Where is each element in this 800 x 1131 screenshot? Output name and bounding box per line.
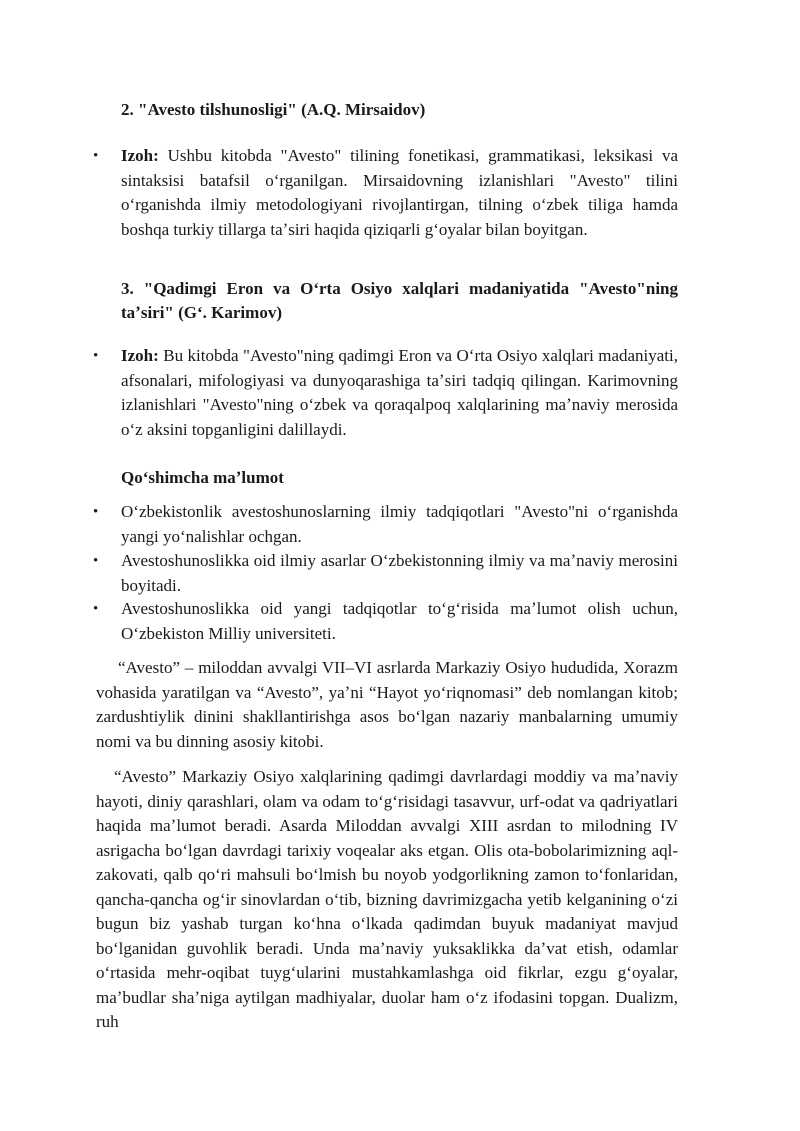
extra-list-item <box>93 500 678 549</box>
section-2-heading: 2. "Avesto tilshunosligi" (A.Q. Mirsaidov) <box>121 100 426 119</box>
note-text: Bu kitobda "Avesto"ning qadimgi Eron va Oʻrta Osiyo xalqlari madaniyati, afsonalari, mifologiyasi va dunyoqarashiga taʼsiri tadqiq qilingan. Karimovning izlanishlari "Avesto"ning oʻzbek va qoraqalpoq xalqlarining maʼnaviy merosida oʻz aksini topganligini dalillaydi. <box>121 346 679 439</box>
section-3-note <box>93 344 679 442</box>
body-paragraph: “Avesto” Markaziy Osiyo xalqlarining qadimgi davrlardagi moddiy va maʼnaviy hayoti, diniy qarashlari, olam va odam toʻgʻrisidagi tasavvur, urf-odat va qadriyatlari haqida maʼlumot beradi. Asarda Miloddan avvalgi XIII asrdan to milodning IV asrigacha boʻlgan davrdagi tarixiy voqealar aks etgan. Olis ota-bobolarimizning aql-zakovati, qalb qoʻri mahsuli boʻlmish bu noyob yodgorlikning zamon toʻfonlaridan, qancha-qancha ogʻir sinovlardan oʻtib, bizning davrimizgacha yetib kelganining oʻzi bugun biz yashab turgan koʻhna oʻlkada qadimdan buyuk madaniyat mavjud boʻlganidan guvohlik beradi. Unda maʼnaviy yuksaklikka daʼvat etish, odamlar oʻrtasida mehr-oqibat tuygʻularini mustahkamlashga oid fikrlar, ezgu gʻoyalar, maʼbudlar shaʼniga aytilgan madhiyalar, duolar ham oʻz ifodasini topgan. Dualizm, ruh <box>96 767 678 1031</box>
section-2-note <box>93 144 678 242</box>
extra-list-item <box>93 549 678 598</box>
extra-item-text: Avestoshunoslikka oid ilmiy asarlar Oʻzbekistonning ilmiy va maʼnaviy merosini boyitadi. <box>121 551 678 595</box>
section-3-heading: 3. "Qadimgi Eron va Oʻrta Osiyo xalqlari madaniyatida "Avesto"ning taʼsiri" (Gʻ. Karimov) <box>121 279 678 322</box>
extra-info-heading: Qoʻshimcha maʼlumot <box>121 468 284 487</box>
note-label: Izoh: <box>121 146 159 165</box>
extra-item-text: Oʻzbekistonlik avestoshunoslarning ilmiy tadqiqotlari "Avesto"ni oʻrganishda yangi yoʻnalishlar ochgan. <box>121 502 678 546</box>
bullet-icon: • <box>93 348 99 364</box>
extra-item-text: Avestoshunoslikka oid yangi tadqiqotlar toʻgʻrisida maʼlumot olish uchun, Oʻzbekiston Milliy universiteti. <box>121 599 678 643</box>
note-text: Ushbu kitobda "Avesto" tilining fonetikasi, grammatikasi, leksikasi va sintaksisi batafsil oʻrganilgan. Mirsaidovning izlanishlari "Avesto" tilini oʻrganishda ilmiy metodologiyani rivojlantirgan, tilning oʻzbek tiliga hamda boshqa turkiy tillarga taʼsiri haqida qiziqarli gʻoyalar bilan boyitgan. <box>121 146 678 239</box>
note-label: Izoh: <box>121 346 159 365</box>
bullet-icon: • <box>93 148 99 164</box>
extra-list-item <box>93 597 678 646</box>
body-paragraph: “Avesto” – miloddan avvalgi VII–VI asrlarda Markaziy Osiyo hududida, Xorazm vohasida yaratilgan va “Avesto”, yaʼni “Hayot yoʻriqnomasi” deb nomlangan kitob; zardushtiylik dinini shakllantirishga asos boʻlgan nazariy manbalarning umumiy nomi va bu dinning asosiy kitobi. <box>96 658 678 751</box>
bullet-icon: • <box>93 504 99 520</box>
bullet-icon: • <box>93 601 99 617</box>
bullet-icon: • <box>93 553 99 569</box>
